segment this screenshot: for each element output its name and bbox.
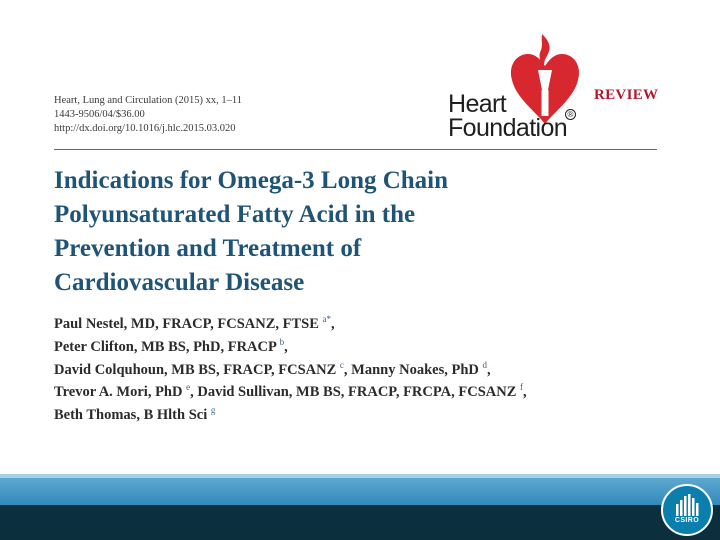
author-text: Paul Nestel, MD, FRACP, FCSANZ, FTSE — [54, 315, 323, 332]
author-tail: , David Sullivan, MB BS, FRACP, FRCPA, FCSANZ — [190, 384, 521, 401]
author-text: Beth Thomas, B Hlth Sci — [54, 407, 211, 424]
title-line-2: Polyunsaturated Fatty Acid in the — [54, 201, 416, 228]
footer-dark-band — [0, 505, 720, 540]
registered-mark: ® — [565, 109, 576, 120]
author-line-4 — [54, 378, 674, 401]
author-text: Trevor A. Mori, PhD — [54, 384, 187, 401]
journal-doi[interactable]: http://dx.doi.org/10.1016/j.hlc.2015.03.020 — [54, 123, 236, 134]
author-tail: , — [331, 315, 335, 332]
affiliation-sup[interactable]: b — [279, 336, 285, 347]
csiro-logo-icon — [675, 494, 699, 516]
csiro-logo — [661, 484, 713, 536]
title-line-1: Indications for Omega-3 Long Chain — [54, 167, 449, 194]
journal-citation: Heart, Lung and Circulation (2015) xx, 1–11 — [54, 95, 242, 106]
author-line-5 — [54, 401, 674, 424]
affiliation-sup[interactable]: a* — [322, 314, 332, 324]
header-divider — [54, 149, 657, 150]
author-line-1 — [54, 310, 674, 333]
affiliation-sup[interactable]: f — [520, 382, 524, 393]
journal-info — [54, 94, 242, 136]
journal-issn: 1443-9506/04/$36.00 — [54, 109, 145, 120]
author-tail: , — [487, 361, 491, 378]
author-tail: , Manny Noakes, PhD — [343, 361, 483, 378]
author-tail: , — [523, 384, 527, 401]
affiliation-sup[interactable]: d — [482, 359, 487, 370]
author-line-2 — [54, 333, 674, 356]
author-tail: , — [284, 338, 288, 355]
logo-wordmark — [448, 92, 567, 140]
footer-band — [0, 478, 720, 508]
section-label: REVIEW — [594, 87, 659, 103]
title-line-3: Prevention and Treatment of — [54, 235, 362, 262]
author-text: Peter Clifton, MB BS, PhD, FRACP — [54, 338, 280, 355]
affiliation-sup[interactable]: g — [210, 405, 216, 416]
title-line-4: Cardiovascular Disease — [54, 269, 305, 296]
logo-line-2: Foundation — [448, 114, 568, 142]
paper-title — [54, 164, 614, 300]
heart-foundation-logo — [448, 30, 588, 144]
affiliation-sup[interactable]: e — [186, 382, 191, 393]
author-line-3 — [54, 356, 674, 379]
logo-line-1: Heart — [448, 90, 507, 118]
csiro-label: CSIRO — [674, 517, 700, 524]
author-text: David Colquhoun, MB BS, FRACP, FCSANZ — [54, 361, 340, 378]
author-list — [54, 310, 674, 424]
affiliation-sup[interactable]: c — [339, 359, 344, 370]
